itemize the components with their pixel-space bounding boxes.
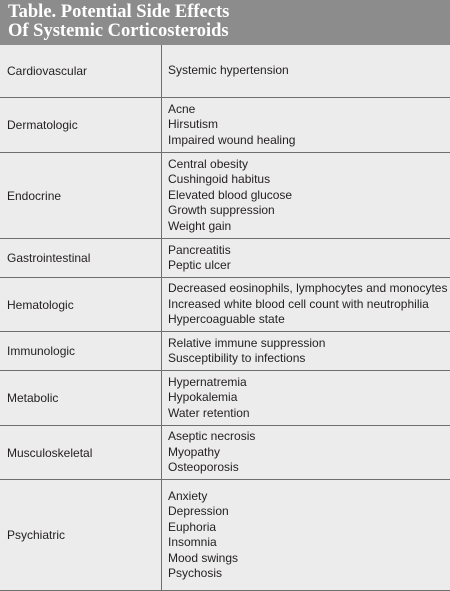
effect-item: Cushingoid habitus (168, 172, 271, 187)
effects-cell (162, 98, 450, 152)
effect-item: Relative immune suppression (168, 335, 326, 350)
effect-item: Systemic hypertension (168, 63, 289, 78)
effects-cell (162, 480, 450, 590)
category-cell: Endocrine (0, 153, 162, 238)
effect-item: Myopathy (168, 444, 221, 459)
table-row-gastrointestinal (0, 239, 450, 278)
effect-item: Mood swings (168, 550, 239, 565)
effects-cell (162, 371, 450, 425)
effect-item: Growth suppression (168, 203, 275, 218)
table-row-hematologic (0, 278, 450, 332)
effect-item: Central obesity (168, 156, 249, 171)
table-row-musculoskeletal (0, 426, 450, 480)
effect-item: Pancreatitis (168, 242, 231, 257)
table-row-dermatologic (0, 98, 450, 153)
effect-item: Impaired wound healing (168, 132, 296, 147)
effect-item: Euphoria (168, 519, 217, 534)
side-effects-table (0, 45, 450, 591)
table-row-cardiovascular (0, 45, 450, 98)
effects-cell (162, 332, 450, 370)
table-row-endocrine (0, 153, 450, 239)
effects-cell (162, 45, 450, 97)
category-cell: Metabolic (0, 371, 162, 425)
effect-item: Peptic ulcer (168, 258, 231, 272)
effect-item: Insomnia (168, 535, 217, 549)
category-cell: Immunologic (0, 332, 162, 370)
effect-item: Decreased eosinophils, lymphocytes and monocytes (168, 281, 448, 296)
effect-item: Weight gain (168, 218, 232, 233)
effect-item: Increased white blood cell count with neutrophilia (168, 296, 429, 311)
category-cell: Psychiatric (0, 480, 162, 590)
category-cell: Dermatologic (0, 98, 162, 152)
table-title (0, 0, 450, 45)
effect-item: Hirsutism (168, 117, 218, 132)
table-row-psychiatric (0, 480, 450, 590)
table-row-immunologic (0, 332, 450, 371)
effects-cell (162, 239, 450, 277)
effect-item: Osteoporosis (168, 460, 239, 475)
effect-item: Water retention (168, 405, 250, 420)
effect-item: Elevated blood glucose (168, 187, 293, 202)
effects-cell (162, 278, 450, 331)
effect-item: Acne (168, 101, 196, 116)
effect-item: Anxiety (168, 488, 208, 503)
table-row-metabolic (0, 371, 450, 426)
effect-item: Hypokalemia (168, 390, 238, 405)
table-title-line-1: Table. Potential Side Effects (8, 2, 230, 22)
category-cell: Cardiovascular (0, 45, 162, 97)
category-cell: Hematologic (0, 278, 162, 331)
category-cell: Gastrointestinal (0, 239, 162, 277)
effect-item: Aseptic necrosis (168, 429, 256, 444)
effects-cell (162, 153, 450, 238)
effects-cell (162, 426, 450, 479)
effect-item: Depression (168, 504, 229, 518)
table-title-line-2: Of Systemic Corticosteroids (8, 21, 229, 41)
effect-item: Psychosis (168, 566, 223, 580)
effect-item: Hypernatremia (168, 374, 247, 389)
effect-item: Susceptibility to infections (168, 351, 306, 365)
effect-item: Hypercoaguable state (168, 312, 285, 327)
category-cell: Musculoskeletal (0, 426, 162, 479)
